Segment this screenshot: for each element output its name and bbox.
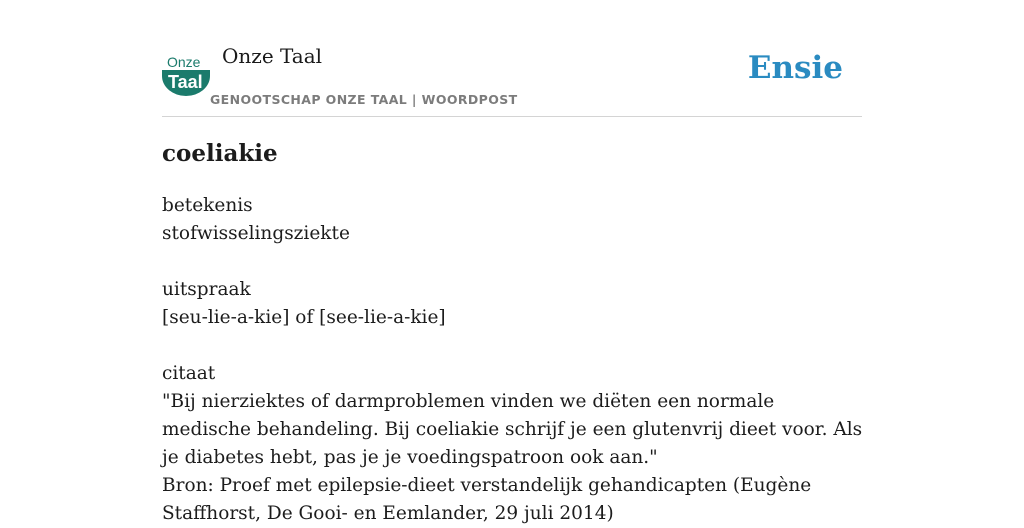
pronunciation-label: uitspraak	[162, 279, 251, 300]
site-name[interactable]: Onze Taal	[222, 44, 323, 68]
meaning-text: stofwisselingsziekte	[162, 223, 350, 244]
header	[162, 40, 862, 117]
spacer	[162, 248, 868, 276]
logo-graphic	[162, 52, 210, 96]
quote-label: citaat	[162, 363, 216, 384]
ensie-logo[interactable]: Ensie	[747, 50, 843, 86]
quote-text: "Bij nierziektes of darmproblemen vinden we diëten een normale medische behandeling. Bij coeliakie schrijf je een glutenvrij dieet voor. Als je diabetes hebt, pas je je voedingspatroon ook aan."	[162, 391, 863, 468]
pronunciation-text: [seu-lie-a-kie] of [see-lie-a-kie]	[162, 307, 446, 328]
entry-title: coeliakie	[162, 140, 278, 167]
entry-content	[162, 138, 868, 528]
meaning-label: betekenis	[162, 195, 253, 216]
logo-text-bottom: Taal	[168, 72, 203, 92]
header-subtitle: GENOOTSCHAP ONZE TAAL | WOORDPOST	[210, 92, 518, 107]
source-text: Bron: Proef met epilepsie-dieet verstandelijk gehandicapten (Eugène Staffhorst, De Gooi- en Eemlander, 29 juli 2014)	[162, 475, 812, 524]
entry-body	[162, 192, 868, 528]
logo-text-top: Onze	[167, 54, 201, 70]
spacer	[162, 332, 868, 360]
onze-taal-logo[interactable]	[162, 52, 210, 96]
